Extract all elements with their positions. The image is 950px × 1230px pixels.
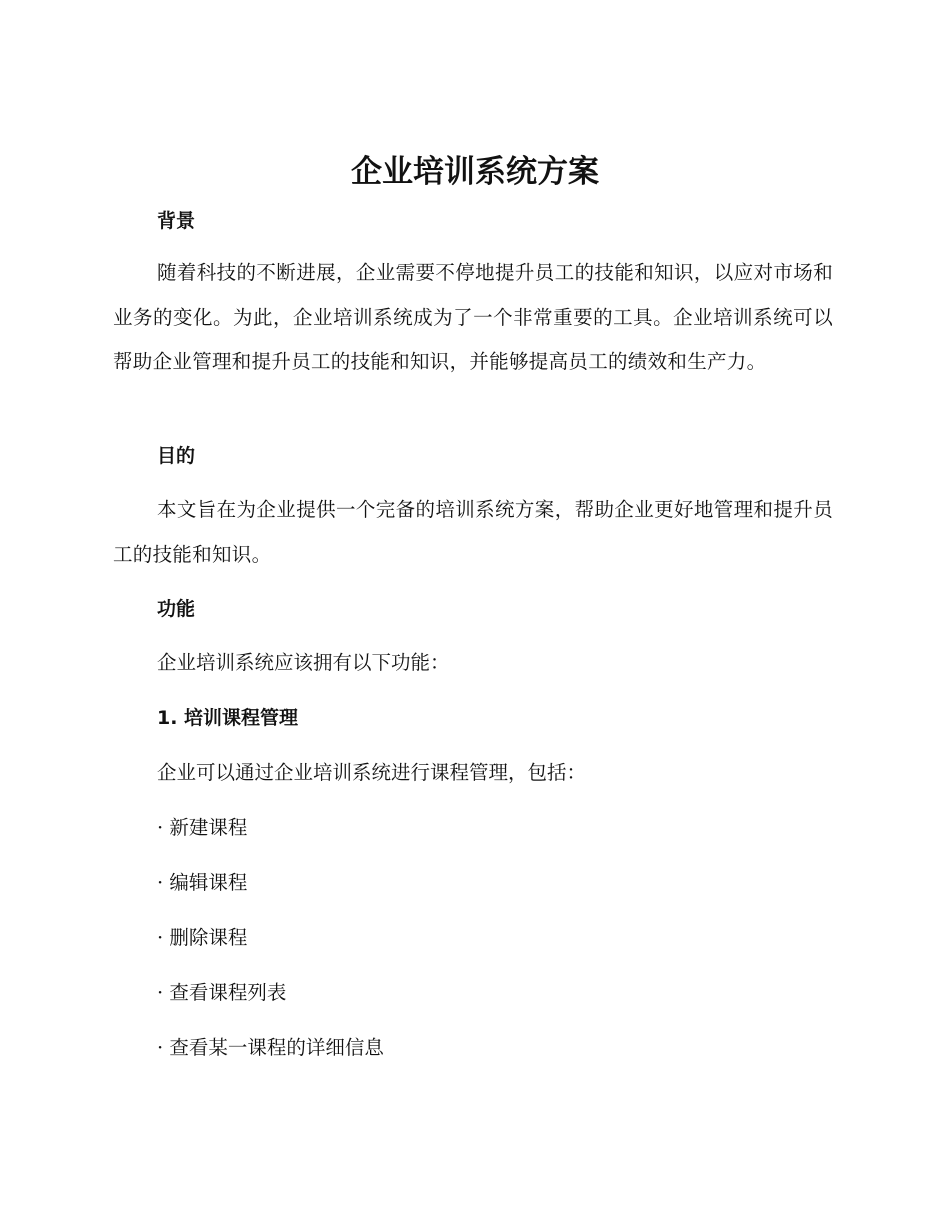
section-heading-background: 背景 [157, 210, 196, 232]
list-item: · 编辑课程 [157, 871, 248, 894]
course-management-intro: 企业可以通过企业培训系统进行课程管理，包括： [157, 761, 587, 784]
list-item: · 新建课程 [157, 816, 248, 839]
section-heading-features: 功能 [157, 598, 196, 620]
section-heading-purpose: 目的 [157, 445, 196, 467]
document-title: 企业培训系统方案 [351, 154, 599, 190]
background-paragraph: 随着科技的不断进展，企业需要不停地提升员工的技能和知识，以应对市场和业务的变化。为此，企业培训系统成为了一个非常重要的工具。企业培训系统可以帮助企业管理和提升员工的技能和知识，并能够提高员工的绩效和生产力。 [113, 261, 833, 373]
subsection-heading-course-management: 1. 培训课程管理 [157, 707, 299, 729]
list-item: · 删除课程 [157, 926, 248, 949]
features-intro: 企业培训系统应该拥有以下功能： [157, 651, 450, 674]
list-item: · 查看课程列表 [157, 981, 287, 1004]
purpose-paragraph: 本文旨在为企业提供一个完备的培训系统方案，帮助企业更好地管理和提升员工的技能和知识。 [113, 498, 833, 566]
list-item: · 查看某一课程的详细信息 [157, 1036, 384, 1059]
